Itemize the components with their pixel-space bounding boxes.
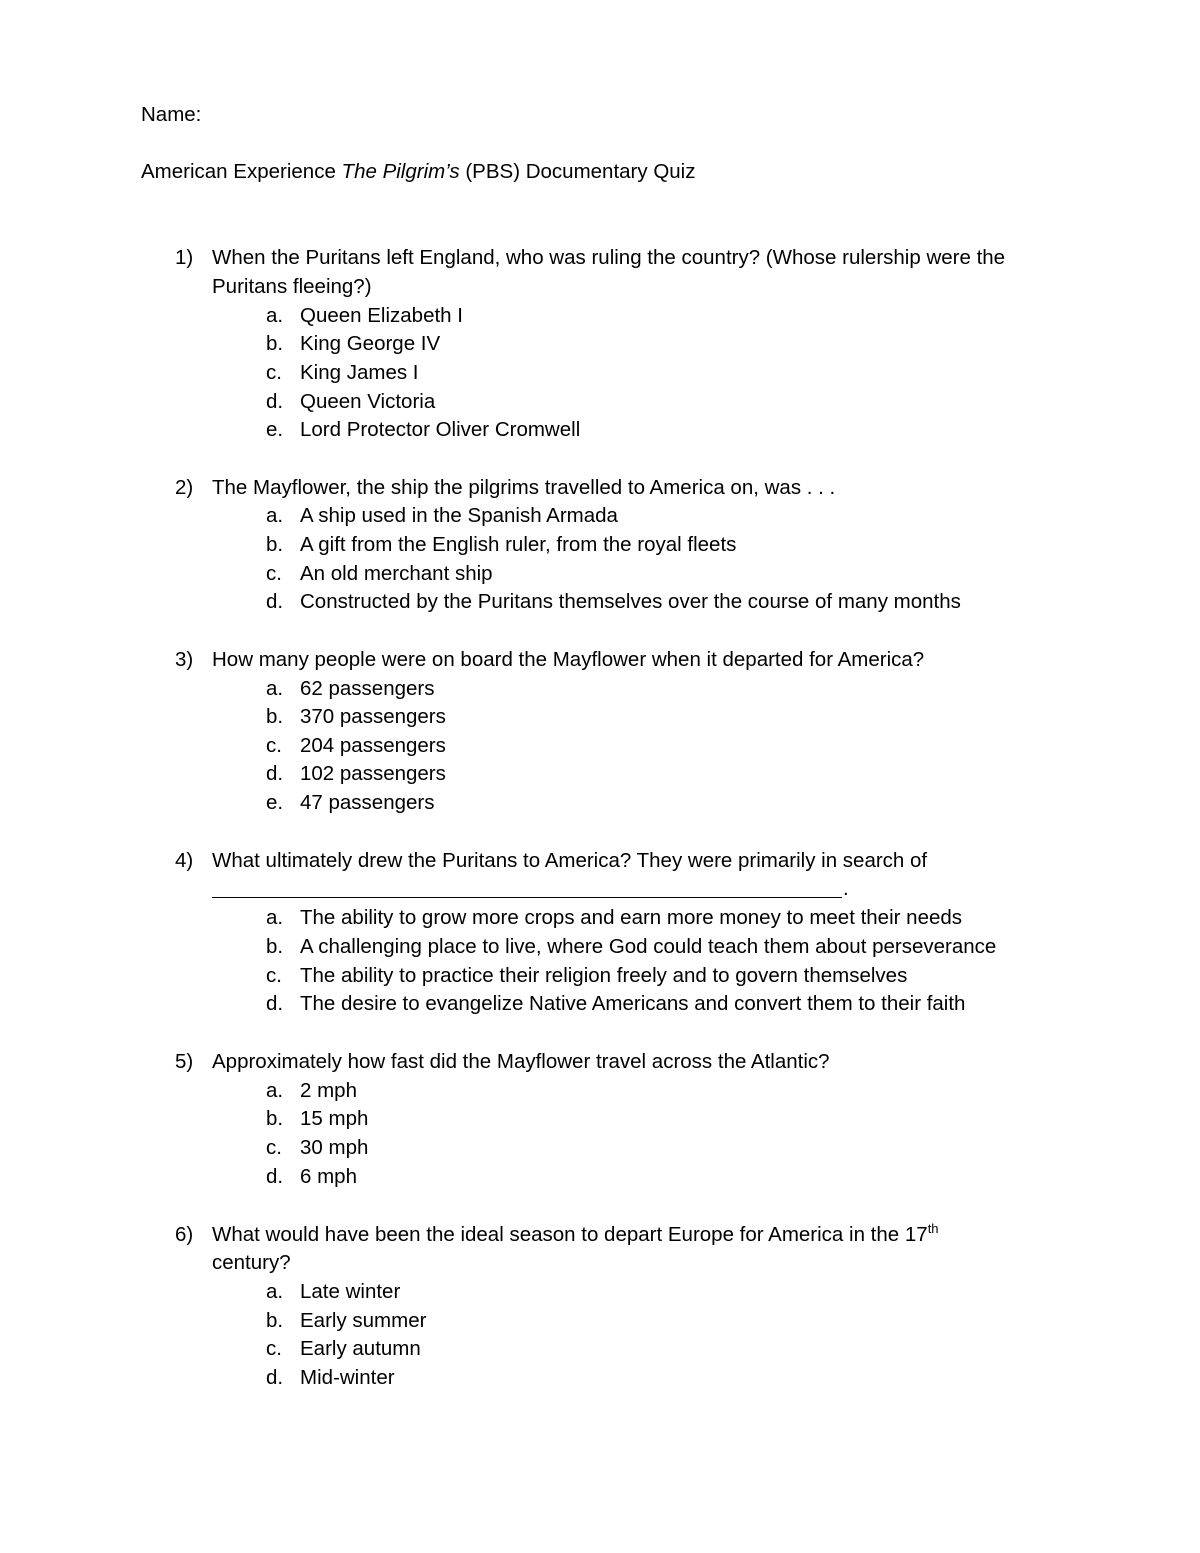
option-text: The ability to practice their religion freely and to govern themselves: [300, 964, 908, 987]
question-number: 1): [175, 246, 194, 269]
question-text: How many people were on board the Mayflower when it departed for America?: [212, 648, 925, 671]
option-text: A ship used in the Spanish Armada: [300, 504, 618, 527]
option-text: King James I: [300, 361, 419, 384]
option-text: Queen Elizabeth I: [300, 304, 463, 327]
question-text-continued: Puritans fleeing?): [212, 275, 372, 298]
question-text: The Mayflower, the ship the pilgrims travelled to America on, was . . .: [212, 476, 836, 499]
option-text: A gift from the English ruler, from the royal fleets: [300, 533, 737, 556]
option-letter: c.: [266, 562, 282, 585]
option-letter: a.: [266, 504, 284, 527]
question-number: 6): [175, 1223, 194, 1246]
option-letter: a.: [266, 304, 284, 327]
option-letter: d.: [266, 590, 284, 613]
option-letter: a.: [266, 1079, 284, 1102]
title-italic: The Pilgrim’s: [341, 160, 460, 183]
option-letter: c.: [266, 1337, 282, 1360]
option-letter: c.: [266, 964, 282, 987]
option-text: 204 passengers: [300, 734, 446, 757]
option-letter: b.: [266, 332, 284, 355]
question-number: 2): [175, 476, 194, 499]
option-letter: b.: [266, 533, 284, 556]
option-text: 6 mph: [300, 1165, 357, 1188]
option-letter: e.: [266, 418, 284, 441]
option-letter: d.: [266, 1366, 284, 1389]
question-text-main: What would have been the ideal season to depart Europe for America in the 17: [212, 1223, 928, 1246]
blank-period: .: [843, 877, 849, 900]
option-letter: d.: [266, 992, 284, 1015]
option-letter: b.: [266, 705, 284, 728]
question-number: 3): [175, 648, 194, 671]
option-letter: d.: [266, 762, 284, 785]
question-text: When the Puritans left England, who was ruling the country? (Whose rulership were the: [212, 246, 1006, 269]
option-letter: a.: [266, 906, 284, 929]
title-suffix: (PBS) Documentary Quiz: [459, 160, 696, 183]
option-text: 30 mph: [300, 1136, 369, 1159]
option-text: A challenging place to live, where God could teach them about perseverance: [300, 935, 997, 958]
question-number: 4): [175, 849, 194, 872]
option-text: 15 mph: [300, 1107, 369, 1130]
page-title: [141, 158, 695, 186]
question-text: What ultimately drew the Puritans to America? They were primarily in search of: [212, 849, 928, 872]
ordinal-suffix: th: [927, 1221, 939, 1236]
option-text: 2 mph: [300, 1079, 357, 1102]
option-letter: b.: [266, 1107, 284, 1130]
option-text: King George IV: [300, 332, 441, 355]
option-text: 102 passengers: [300, 762, 446, 785]
option-letter: b.: [266, 1309, 284, 1332]
option-text: Early autumn: [300, 1337, 421, 1360]
option-text: Early summer: [300, 1309, 427, 1332]
question-text: Approximately how fast did the Mayflower travel across the Atlantic?: [212, 1050, 830, 1073]
option-text: Lord Protector Oliver Cromwell: [300, 418, 581, 441]
option-text: 370 passengers: [300, 705, 446, 728]
question-text: [212, 1221, 939, 1249]
answer-blank[interactable]: [212, 897, 842, 898]
question-text-continued: century?: [212, 1251, 291, 1274]
option-letter: a.: [266, 1280, 284, 1303]
option-letter: c.: [266, 361, 282, 384]
option-text: Queen Victoria: [300, 390, 436, 413]
option-letter: a.: [266, 677, 284, 700]
option-letter: d.: [266, 390, 284, 413]
option-text: Late winter: [300, 1280, 401, 1303]
question-number: 5): [175, 1050, 194, 1073]
title-prefix: American Experience: [141, 160, 342, 183]
option-text: The ability to grow more crops and earn more money to meet their needs: [300, 906, 963, 929]
option-text: Mid-winter: [300, 1366, 395, 1389]
option-letter: e.: [266, 791, 284, 814]
option-text: 62 passengers: [300, 677, 435, 700]
option-text: Constructed by the Puritans themselves over the course of many months: [300, 590, 961, 613]
option-text: An old merchant ship: [300, 562, 493, 585]
option-text: 47 passengers: [300, 791, 435, 814]
option-letter: c.: [266, 1136, 282, 1159]
option-letter: b.: [266, 935, 284, 958]
option-letter: d.: [266, 1165, 284, 1188]
name-label: Name:: [141, 103, 202, 126]
option-letter: c.: [266, 734, 282, 757]
option-text: The desire to evangelize Native Americans and convert them to their faith: [300, 992, 966, 1015]
